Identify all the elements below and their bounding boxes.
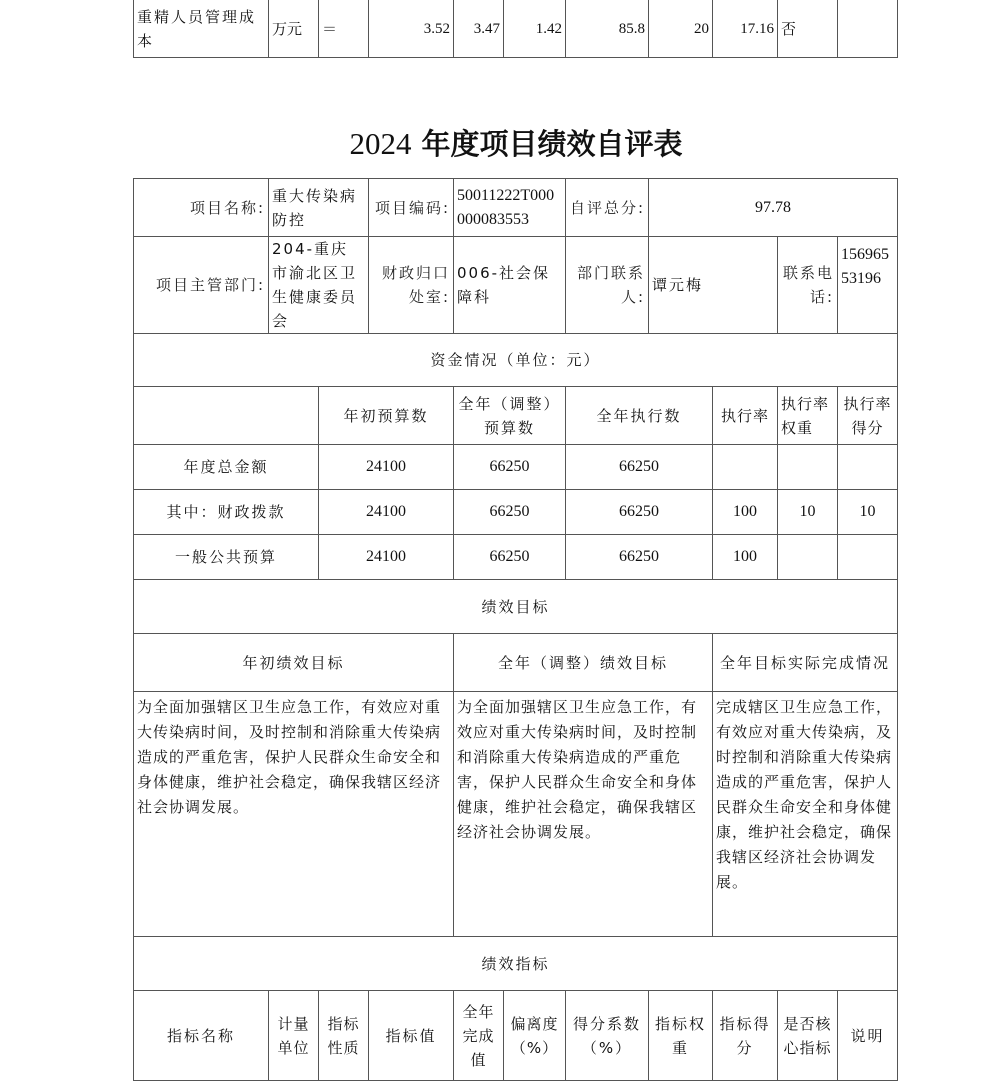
indicators-header-row — [134, 991, 898, 1081]
funds-header-row — [134, 387, 898, 445]
table-row — [134, 0, 898, 58]
indicator-score-coef: 85.8 — [566, 0, 649, 58]
goals-content-row — [134, 692, 898, 937]
funds-row-initial: 24100 — [319, 445, 454, 490]
funds-row-rate: 100 — [713, 490, 778, 535]
indicator-nature: ＝ — [319, 0, 369, 58]
funds-header-weight: 执行率权重 — [778, 387, 838, 445]
dept-label: 项目主管部门: — [134, 237, 269, 334]
funds-row-label: 年度总金额 — [134, 445, 319, 490]
indicator-score: 17.16 — [713, 0, 778, 58]
indicators-header-score-coef: 得分系数（%） — [566, 991, 649, 1081]
self-evaluation-table — [133, 178, 898, 1081]
indicators-header-is-core: 是否核心指标 — [778, 991, 838, 1081]
goals-header-actual: 全年目标实际完成情况 — [713, 634, 898, 692]
project-info-row — [134, 237, 898, 334]
indicator-name: 重精人员管理成本 — [134, 0, 269, 58]
phone-label: 联系电话: — [778, 237, 838, 334]
funds-section-row — [134, 334, 898, 387]
project-name-label: 项目名称: — [134, 179, 269, 237]
funds-row-score: 10 — [838, 490, 898, 535]
goals-header-initial: 年初绩效目标 — [134, 634, 454, 692]
indicators-header-completed: 全年完成值 — [454, 991, 504, 1081]
funds-header-blank — [134, 387, 319, 445]
indicator-unit: 万元 — [269, 0, 319, 58]
project-code-value: 50011222T000000083553 — [454, 179, 566, 237]
funds-row-adjusted: 66250 — [454, 535, 566, 580]
funds-row — [134, 535, 898, 580]
indicators-header-unit: 计量单位 — [269, 991, 319, 1081]
funds-row — [134, 490, 898, 535]
funds-row-executed: 66250 — [566, 445, 713, 490]
indicator-is-core: 否 — [778, 0, 838, 58]
funds-row — [134, 445, 898, 490]
funds-header-adjusted: 全年（调整）预算数 — [454, 387, 566, 445]
funds-row-score — [838, 535, 898, 580]
funds-row-label: 一般公共预算 — [134, 535, 319, 580]
project-name-value: 重大传染病防控 — [269, 179, 369, 237]
title-text: 年度项目绩效自评表 — [421, 127, 683, 161]
funds-row-label: 其中：财政拨款 — [134, 490, 319, 535]
contact-value: 谭元梅 — [649, 237, 778, 334]
indicators-header-weight: 指标权重 — [649, 991, 713, 1081]
funds-section-title: 资金情况（单位：元） — [134, 334, 898, 387]
indicator-note — [838, 0, 898, 58]
funds-row-rate: 100 — [713, 535, 778, 580]
indicator-deviation: 1.42 — [504, 0, 566, 58]
indicator-actual-value: 3.47 — [454, 0, 504, 58]
goals-header-adjusted: 全年（调整）绩效目标 — [454, 634, 713, 692]
funds-row-weight — [778, 535, 838, 580]
funds-row-weight: 10 — [778, 490, 838, 535]
funds-row-adjusted: 66250 — [454, 490, 566, 535]
funds-header-rate: 执行率 — [713, 387, 778, 445]
goal-initial-text: 为全面加强辖区卫生应急工作，有效应对重大传染病时间，及时控制和消除重大传染病造成的严重危害，保护人民群众生命安全和身体健康，维护社会稳定，确保我辖区经济社会协调发展。 — [134, 692, 454, 937]
funds-header-executed: 全年执行数 — [566, 387, 713, 445]
indicators-header-score: 指标得分 — [713, 991, 778, 1081]
indicator-target-value: 3.52 — [369, 0, 454, 58]
funds-row-executed: 66250 — [566, 535, 713, 580]
goal-adjusted-text: 为全面加强辖区卫生应急工作，有效应对重大传染病时间，及时控制和消除重大传染病造成的严重危害，保护人民群众生命安全和身体健康，维护社会稳定，确保我辖区经济社会协调发展。 — [454, 692, 713, 937]
indicators-header-nature: 指标性质 — [319, 991, 369, 1081]
contact-label: 部门联系人: — [566, 237, 649, 334]
funds-row-initial: 24100 — [319, 535, 454, 580]
indicators-header-deviation: 偏离度（%） — [504, 991, 566, 1081]
funds-header-initial: 年初预算数 — [319, 387, 454, 445]
funds-row-initial: 24100 — [319, 490, 454, 535]
title-year: 2024 — [349, 126, 412, 161]
goals-section-title: 绩效目标 — [134, 580, 898, 634]
indicators-header-value: 指标值 — [369, 991, 454, 1081]
previous-indicator-table — [133, 0, 898, 58]
finance-office-value: 006-社会保障科 — [454, 237, 566, 334]
funds-row-weight — [778, 445, 838, 490]
self-score-label: 自评总分: — [566, 179, 649, 237]
funds-row-adjusted: 66250 — [454, 445, 566, 490]
self-score-value: 97.78 — [649, 179, 898, 237]
finance-office-label: 财政归口处室: — [369, 237, 454, 334]
funds-row-executed: 66250 — [566, 490, 713, 535]
page-title — [0, 122, 1000, 163]
goals-section-row — [134, 580, 898, 634]
project-code-label: 项目编码: — [369, 179, 454, 237]
indicators-header-note: 说明 — [838, 991, 898, 1081]
funds-row-rate — [713, 445, 778, 490]
goal-actual-text: 完成辖区卫生应急工作，有效应对重大传染病，及时控制和消除重大传染病造成的严重危害，保护人民群众生命安全和身体健康，维护社会稳定，确保我辖区经济社会协调发展。 — [713, 692, 898, 937]
indicator-weight: 20 — [649, 0, 713, 58]
indicators-header-name: 指标名称 — [134, 991, 269, 1081]
funds-row-score — [838, 445, 898, 490]
funds-header-score: 执行率得分 — [838, 387, 898, 445]
project-info-row — [134, 179, 898, 237]
indicators-section-title: 绩效指标 — [134, 937, 898, 991]
goals-header-row — [134, 634, 898, 692]
indicators-section-row — [134, 937, 898, 991]
phone-value: 15696553196 — [838, 237, 898, 334]
dept-value: 204-重庆市渝北区卫生健康委员会 — [269, 237, 369, 334]
